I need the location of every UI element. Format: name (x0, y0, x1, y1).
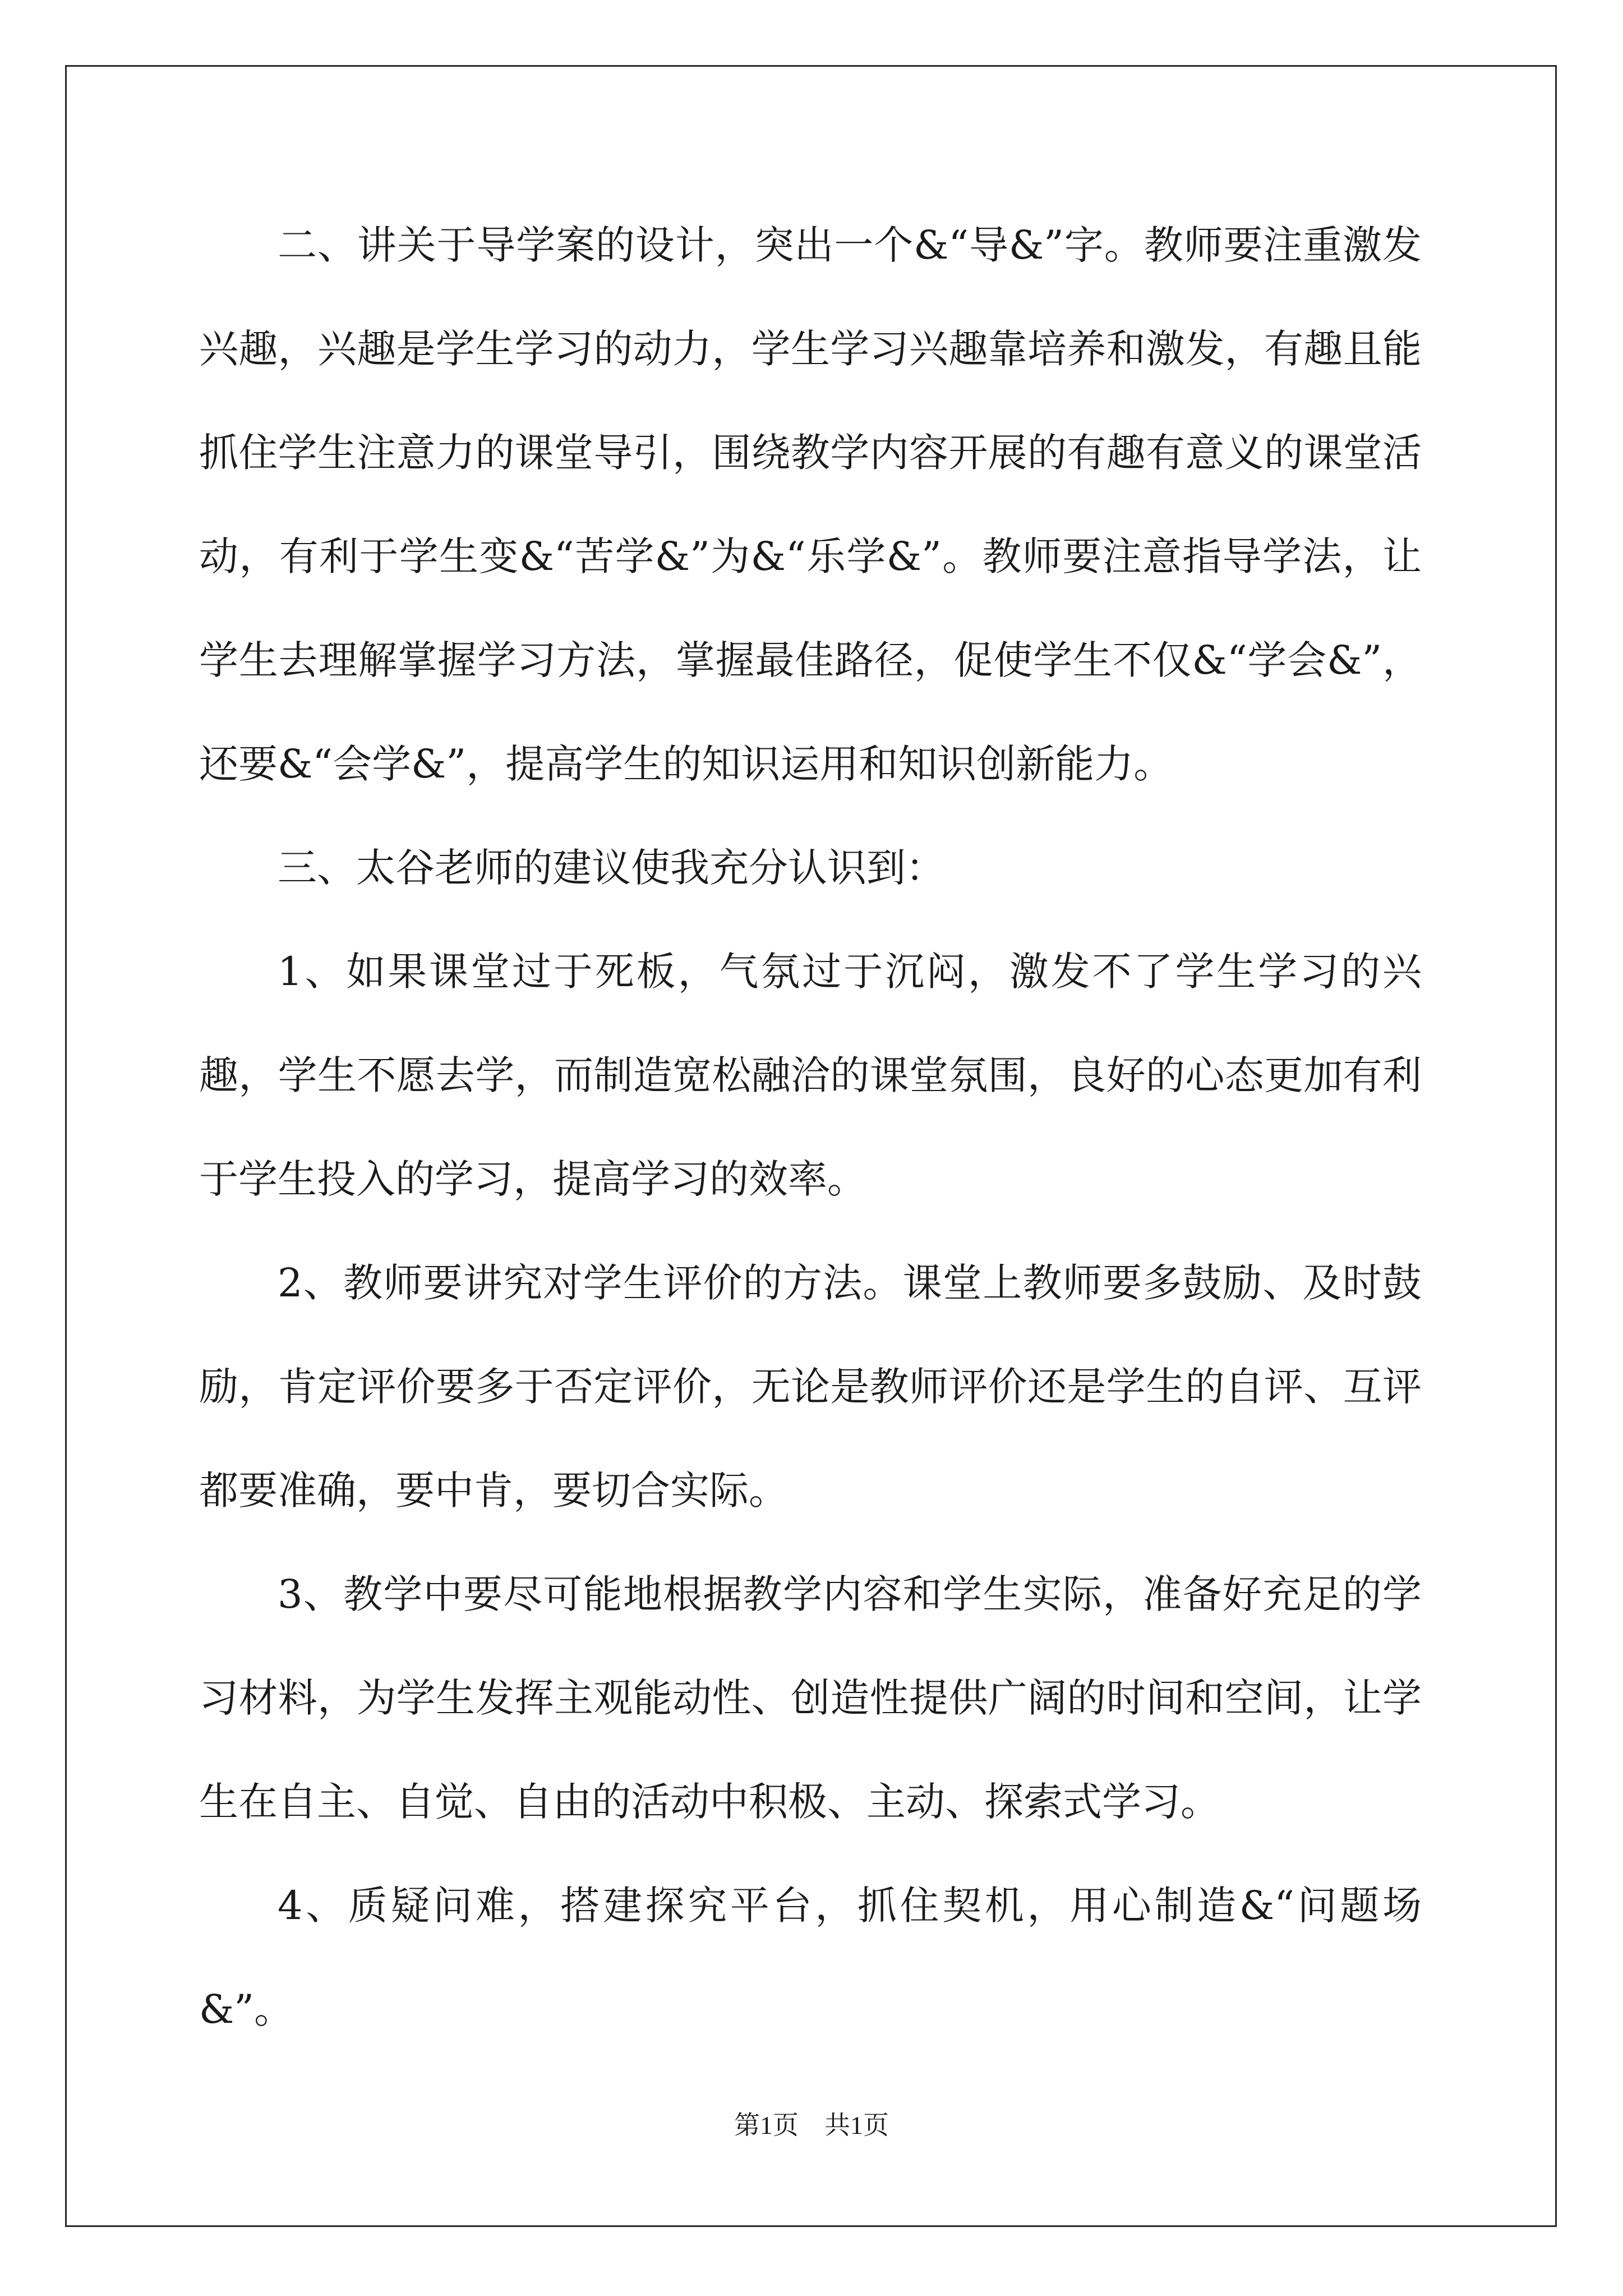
paragraph-heading-three: 三、太谷老师的建议使我充分认识到： (278, 845, 945, 891)
paragraph-point-4: 4、质疑问难，搭建探究平台，抓住契机，用心制造&“问题场&”。 (199, 1883, 1422, 2032)
paragraph-guide-design: 二、讲关于导学案的设计，突出一个&“导&”字。教师要注重激发兴趣，兴趣是学生学习的动力，学生学习兴趣靠培养和激发，有趣且能抓住学生注意力的课堂导引，围绕教学内容开展的有趣有意义的课堂活动，有利于学生变&“苦学&”为&“乐学&”。教师要注意指导学法，让学生去理解掌握学习方法，掌握最佳路径，促使学生不仅&“学会&”，还要&“会学&”，提高学生的知识运用和知识创新能力。 (199, 222, 1422, 787)
document-body (199, 194, 1422, 2062)
paragraph-point-3: 3、教学中要尽可能地根据教学内容和学生实际，准备好充足的学习材料，为学生发挥主观能动性、创造性提供广阔的时间和空间，让学生在自主、自觉、自由的活动中积极、主动、探索式学习。 (199, 1571, 1422, 1825)
paragraph-point-2: 2、教师要讲究对学生评价的方法。课堂上教师要多鼓励、及时鼓励，肯定评价要多于否定评价，无论是教师评价还是学生的自评、互评都要准确，要中肯，要切合实际。 (199, 1260, 1422, 1513)
paragraph-point-1: 1、如果课堂过于死板，气氛过于沉闷，激发不了学生学习的兴趣，学生不愿去学，而制造宽松融洽的课堂氛围，良好的心态更加有利于学生投入的学习，提高学习的效率。 (199, 949, 1422, 1202)
page-number: 第1页 共1页 (734, 2111, 889, 2139)
